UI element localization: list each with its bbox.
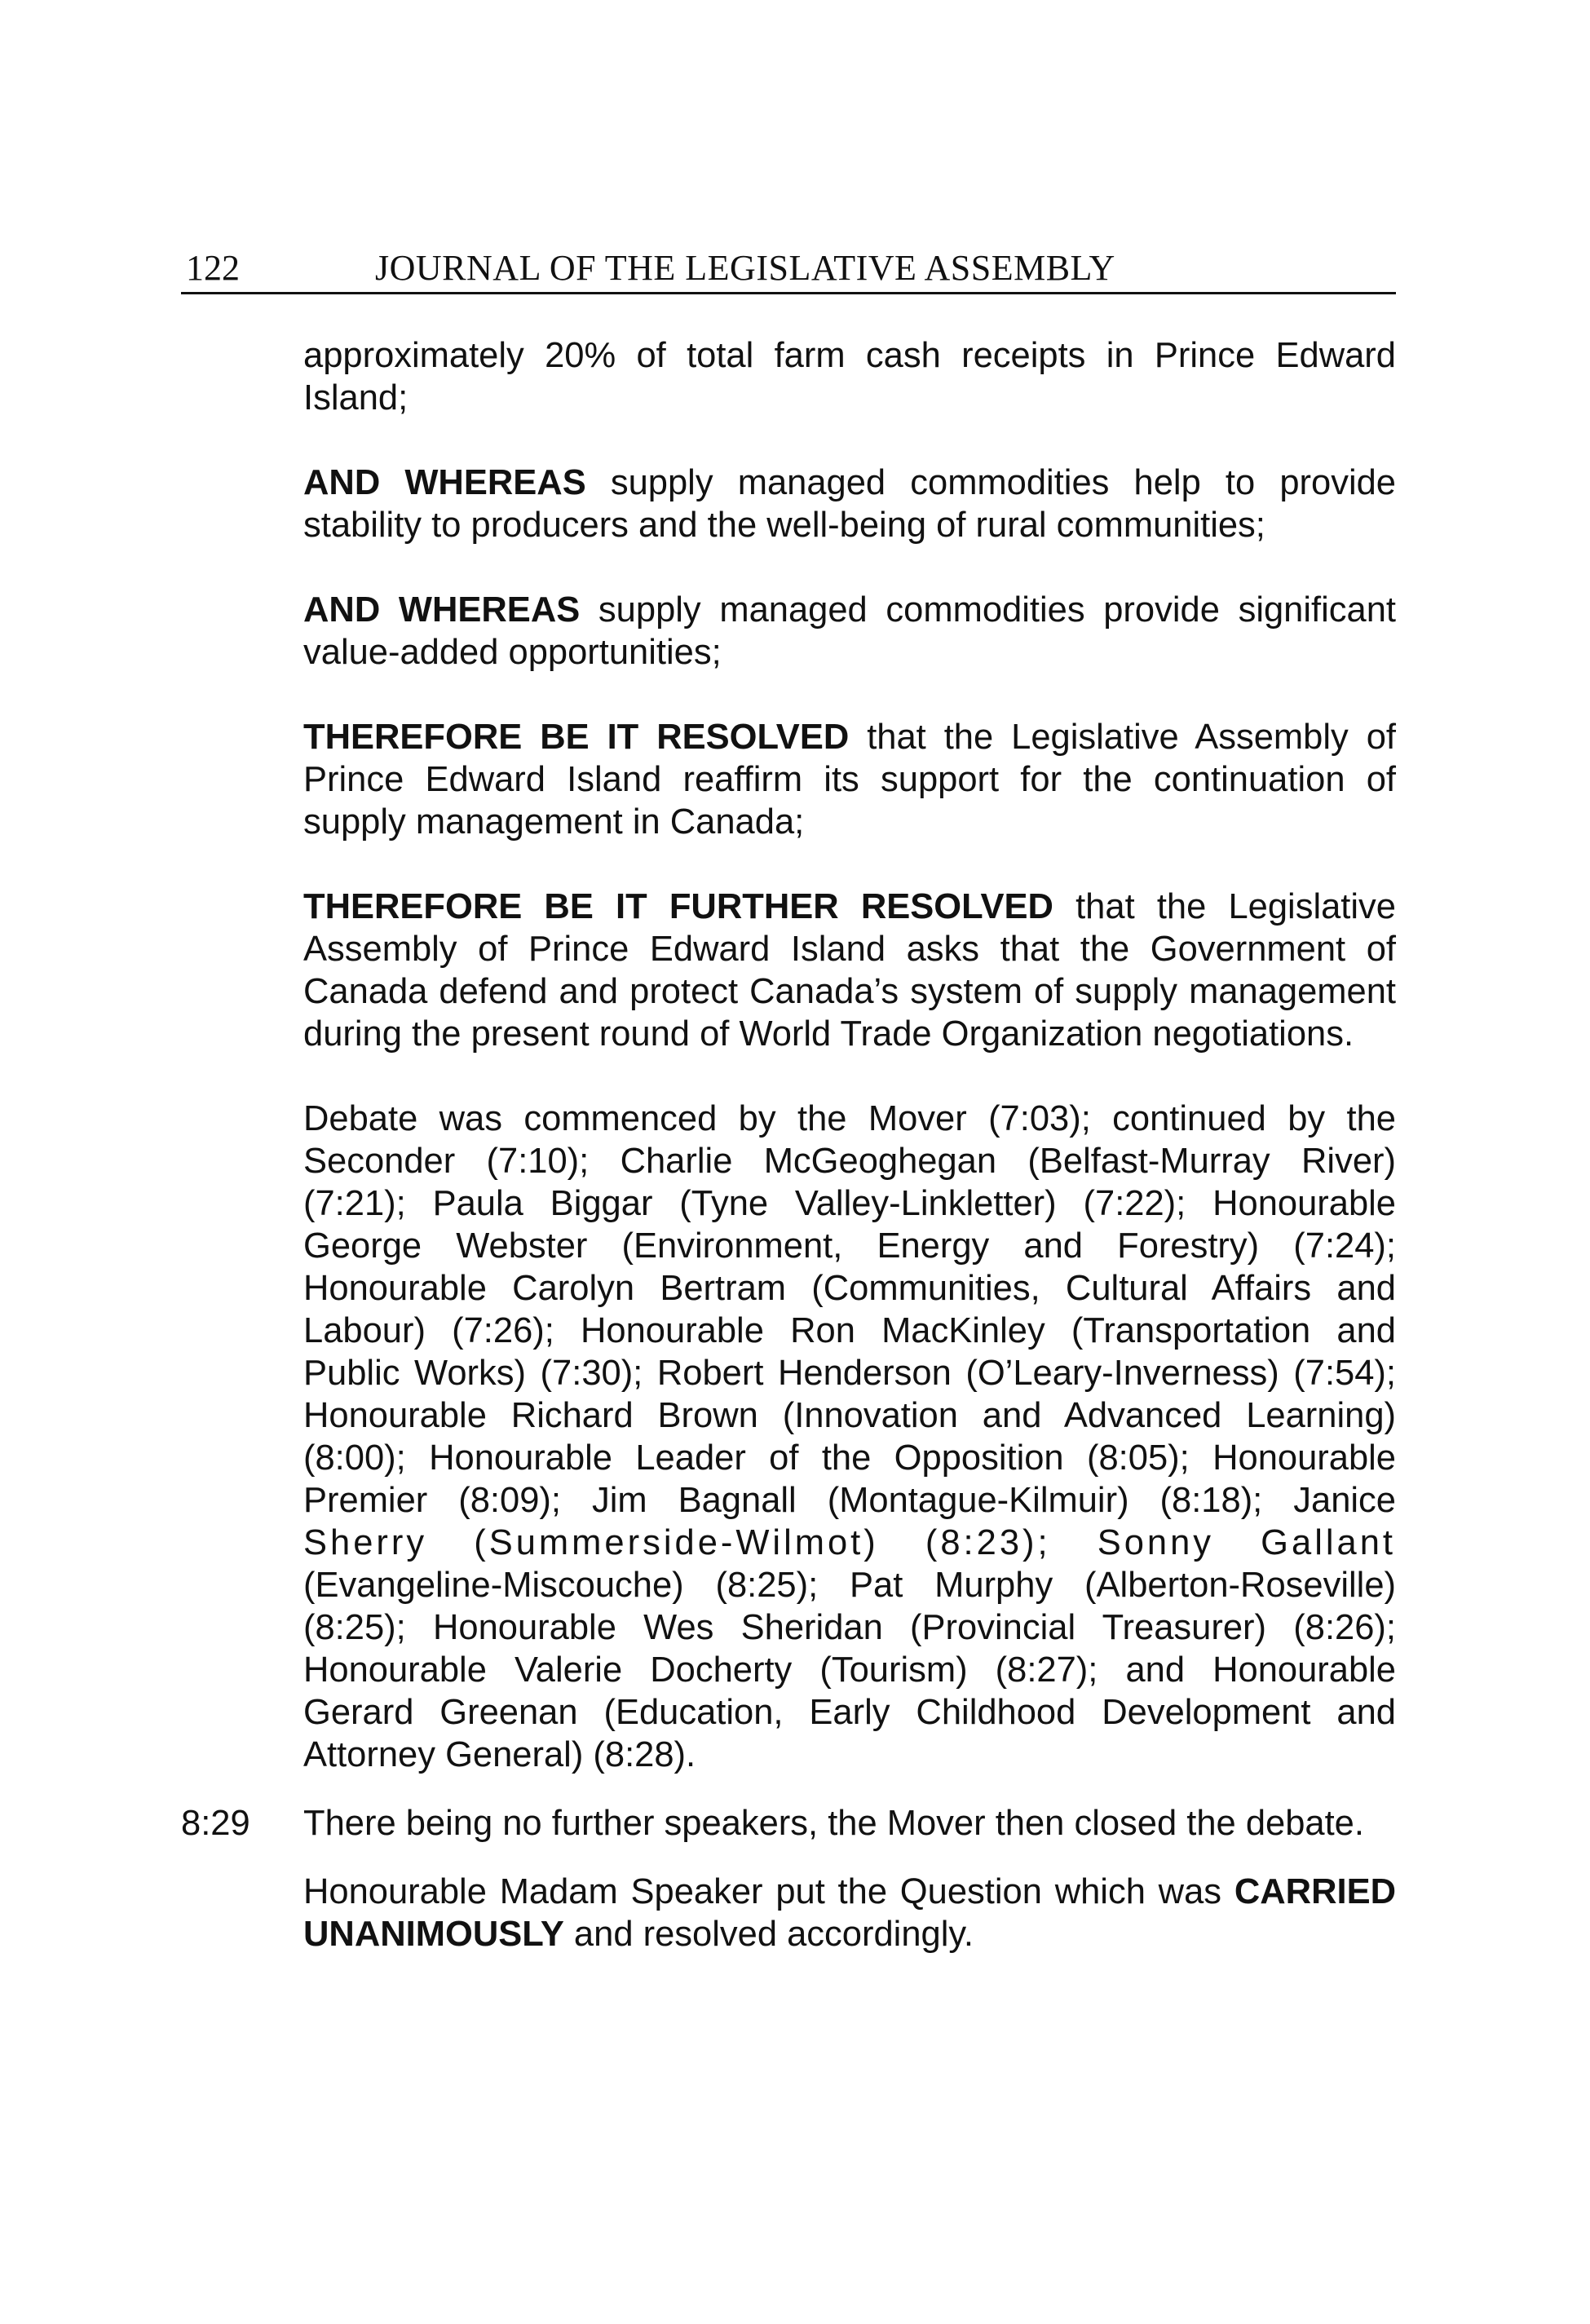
paragraph-text: There being no further speakers, the Mover then closed the debate. xyxy=(303,1804,1364,1843)
paragraph-whereas-value-added xyxy=(303,589,1396,674)
debate-text-spaced: Sherry (Summerside-Wilmot) (8:23); Sonny Gallant xyxy=(303,1523,1396,1562)
paragraph-debate-speakers xyxy=(303,1098,1396,1776)
paragraph-text: and resolved accordingly. xyxy=(563,1915,974,1954)
paragraph-further-resolved xyxy=(303,886,1396,1055)
debate-text: (Evangeline-Miscouche) (8:25); Pat Murphy (Alberton-Roseville) (8:25); Honourable Wes Sheridan (Provincial Treasurer) (8:26); Honourable Valerie Docherty (Tourism) (8:27); and Honourable Gerard Greenan (Education, Early Childhood Development and Attorney General) (8:28). xyxy=(303,1566,1396,1774)
keyword-carried-unanimously: CARRIED UNANIMOUSLY xyxy=(303,1872,1396,1954)
running-title: JOURNAL OF THE LEGISLATIVE ASSEMBLY xyxy=(375,248,1115,288)
paragraph-text: that the Legislative Assembly of Prince Edward Island reaffirm its support for the continuation of supply management in Canada; xyxy=(303,718,1396,842)
journal-body xyxy=(181,334,1397,1998)
page-number: 122 xyxy=(186,248,240,288)
paragraph-text: that the Legislative Assembly of Prince Edward Island asks that the Government of Canada defend and protect Canada’s system of supply management during the present round of World Trade Organization negotiations. xyxy=(303,887,1397,1054)
debate-text: Debate was commenced by the Mover (7:03); continued by the Seconder (7:10); Charlie McGeoghegan (Belfast-Murray River) (7:21); Paula Biggar (Tyne Valley-Linkletter) (7:22); Honourable George Webster (Environment, Energy and Forestry) (7:24); Honourable Carolyn Bertram (Communities, Cultural Affairs and Labour) (7:26); Honourable Ron MacKinley (Transportation and Public Works) (7:30); Robert Henderson (O’Leary-Inverness) (7:54); Honourable Richard Brown (Innovation and Advanced Learning) (8:00); Honourable Leader of the Opposition (8:05); Honourable Premier (8:09); Jim Bagnall (Montague-Kilmuir) (8:18); Janice xyxy=(303,1099,1396,1520)
paragraph-text: supply managed commodities help to provide stability to producers and the well-being of rural communities; xyxy=(303,463,1396,545)
paragraph-whereas-stability xyxy=(303,462,1396,546)
paragraph-debate-closed xyxy=(181,1802,1396,1845)
paragraph-text: Honourable Madam Speaker put the Question which was xyxy=(303,1872,1234,1911)
keyword-therefore-resolved: THEREFORE BE IT RESOLVED xyxy=(303,718,850,757)
paragraph-resolved xyxy=(303,716,1396,843)
paragraph-question-carried xyxy=(303,1871,1396,1955)
paragraph-farm-receipts: approximately 20% of total farm cash receipts in Prince Edward Island; xyxy=(303,336,1396,418)
paragraph-text: supply managed commodities provide significant value-added opportunities; xyxy=(303,590,1397,672)
keyword-therefore-further-resolved: THEREFORE BE IT FURTHER RESOLVED xyxy=(303,887,1053,926)
page-header xyxy=(181,245,1396,294)
time-marker: 8:29 xyxy=(181,1804,250,1843)
keyword-and-whereas: AND WHEREAS xyxy=(303,590,581,630)
keyword-and-whereas: AND WHEREAS xyxy=(303,463,586,502)
